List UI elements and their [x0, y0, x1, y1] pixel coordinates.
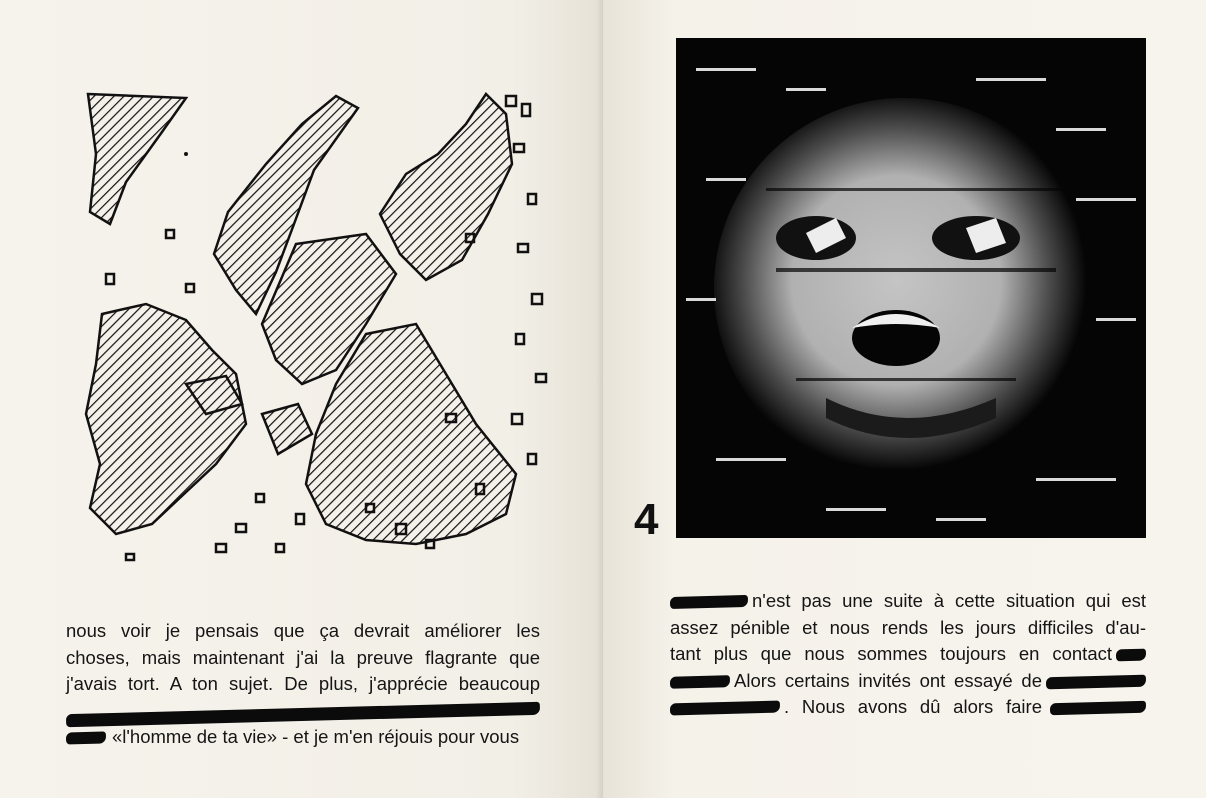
redacted-line — [66, 698, 540, 725]
text-line: assez pénible et nous rends les jours difficiles d'au- — [670, 616, 1146, 638]
text-line-with-redaction — [670, 694, 1146, 721]
hatched-pixel-illustration — [66, 84, 552, 564]
redaction-mark — [670, 701, 780, 716]
redaction-mark — [1116, 649, 1146, 662]
text-line-with-redaction — [670, 588, 1146, 615]
redaction-mark — [670, 595, 748, 609]
text-line: Alors certains invités ont essayé de — [734, 669, 1042, 691]
text-line: «l'homme de ta vie» - et je m'en réjouis pour vous — [112, 726, 520, 747]
page-number: 4 — [634, 495, 659, 544]
text-line: j'avais tort. A ton sujet. De plus, j'apprécie beaucoup — [66, 673, 540, 694]
text-line: choses, mais maintenant j'ai la preuve flagrante que — [66, 646, 540, 668]
redaction-mark — [670, 675, 730, 689]
text-line: tant plus que nous sommes toujours en contact — [670, 643, 1112, 664]
redaction-mark — [1046, 674, 1146, 689]
redaction-mark — [1050, 701, 1146, 716]
text-line-with-redaction — [670, 641, 1146, 668]
text-line-with-redaction — [66, 724, 540, 751]
text-line: . Nous avons dû alors faire — [784, 696, 1042, 717]
left-body-text — [66, 618, 540, 751]
halftone-face-photo — [676, 38, 1146, 538]
text-line: nous voir je pensais que ça devrait améliorer les — [66, 620, 540, 641]
redaction-mark — [66, 732, 106, 745]
text-line-with-redaction — [670, 668, 1146, 695]
right-body-text — [670, 588, 1146, 721]
text-line: n'est pas une suite à cette situation qui est — [752, 590, 1146, 611]
